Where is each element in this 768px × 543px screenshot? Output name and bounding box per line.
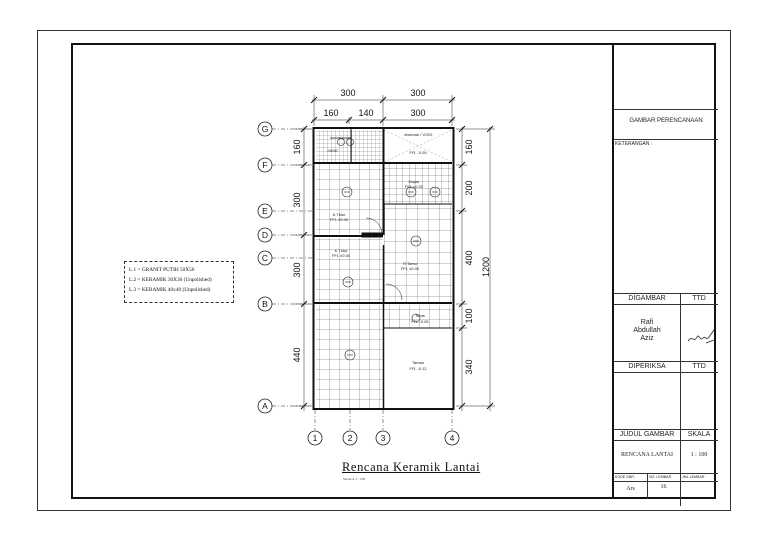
dim-right: 100 <box>464 308 474 324</box>
grid-label: A <box>262 401 268 411</box>
title-block-divider <box>614 109 718 110</box>
room-level: FFL -0.05 <box>411 319 429 324</box>
drawn-label: DIGAMBAR <box>628 295 666 302</box>
drawing-title-value: RENCANA LANTAI <box>620 452 674 458</box>
room-level: FFL -0.05 <box>409 150 427 155</box>
title-block-divider <box>614 429 718 430</box>
room-name: Teras <box>415 313 425 318</box>
sign-label: TTD <box>692 295 706 302</box>
dim-right: 200 <box>464 180 474 196</box>
grid-label: G <box>261 124 269 134</box>
title-block-divider <box>614 372 718 373</box>
grid-label: B <box>262 299 268 309</box>
grid-label: 4 <box>449 433 455 443</box>
drawing-title: Rencana Keramik Lantai <box>342 460 481 474</box>
room-name: Taman <box>411 360 425 365</box>
room-level: FFL ±0.00 <box>329 217 349 222</box>
room-level: FFL ±0.00 <box>404 184 424 189</box>
drawing-title-label: JUDUL GAMBAR <box>619 431 675 438</box>
title-block-divider <box>614 304 718 305</box>
dim-left: 300 <box>292 192 302 208</box>
dim-right: 160 <box>464 139 474 155</box>
drawn-by-line: Aziz <box>640 335 654 342</box>
dim-left: 160 <box>292 139 302 155</box>
room-name: KM/WC <box>327 149 339 153</box>
checked-label: DIPERIKSA <box>628 363 666 370</box>
dim-top-detail: 140 <box>358 108 374 118</box>
title-block-divider <box>614 481 718 482</box>
drawing-scale-note: SKALA 1 : 100 <box>343 477 366 481</box>
grid-label: 3 <box>380 433 386 443</box>
legend-item: L.3 = KERAMIK 40x40 (Unpolished) <box>129 287 211 293</box>
grid-label: 1 <box>312 433 318 443</box>
signature <box>686 325 716 347</box>
drawn-by-name <box>614 319 680 343</box>
sheet-count-label: JML LEMBAR <box>682 475 705 479</box>
project-label: GAMBAR PERENCANAAN <box>629 118 703 124</box>
grid-label: F <box>262 160 268 170</box>
scale-value: 1 : 100 <box>690 452 708 458</box>
drawn-by-line: Rafi <box>640 319 654 326</box>
grid-label: D <box>261 230 269 240</box>
sheet-no-label: NO. LEMBAR <box>649 475 672 479</box>
scale-label: SKALA <box>687 431 711 438</box>
dim-top-detail: 160 <box>323 108 339 118</box>
room-name: R.Tamu <box>403 261 417 266</box>
grid-label: C <box>261 253 269 263</box>
title-block-divider <box>614 440 718 441</box>
grid-label: E <box>262 206 268 216</box>
room-name: Jemuran / VOID <box>403 132 433 137</box>
dim-right: 340 <box>464 359 474 375</box>
room-level: FFL ±0.00 <box>331 253 351 258</box>
checked-sign-label: TTD <box>692 363 706 370</box>
dim-left: 300 <box>292 262 302 278</box>
room-level: FFL ±0.00 <box>400 266 420 271</box>
notes-label: KETERANGAN : <box>615 141 653 147</box>
dim-right-total: 1200 <box>481 256 491 278</box>
code-label: KODE GBR. <box>615 475 635 479</box>
dim-top: 300 <box>340 88 356 98</box>
dim-right: 400 <box>464 250 474 266</box>
title-block-divider <box>614 473 718 474</box>
code-value: Ars <box>626 486 635 492</box>
dim-top-detail: 300 <box>410 108 426 118</box>
room-name: K.Tidur <box>334 248 348 253</box>
grid-label: 2 <box>347 433 353 443</box>
title-block-divider <box>614 361 718 362</box>
drawn-by-line: Abdullah <box>633 327 661 334</box>
title-block-column-divider <box>680 293 681 506</box>
legend-item: L.2 = KERAMIK 30X30 (Unpolished) <box>129 277 212 283</box>
material-legend <box>124 261 234 303</box>
dim-left: 440 <box>292 347 302 363</box>
room-level: FFL -0.12 <box>409 366 427 371</box>
sheet-no-value: 16 <box>660 484 667 490</box>
room-name: K.Tidur <box>332 212 346 217</box>
title-block <box>612 43 716 499</box>
dim-top: 300 <box>410 88 426 98</box>
title-block-divider <box>614 139 718 140</box>
room-name: Dapur <box>408 179 420 184</box>
title-block-divider <box>614 293 718 294</box>
legend-item: L.1 = GRANIT PUTIH 50X50 <box>129 267 195 273</box>
